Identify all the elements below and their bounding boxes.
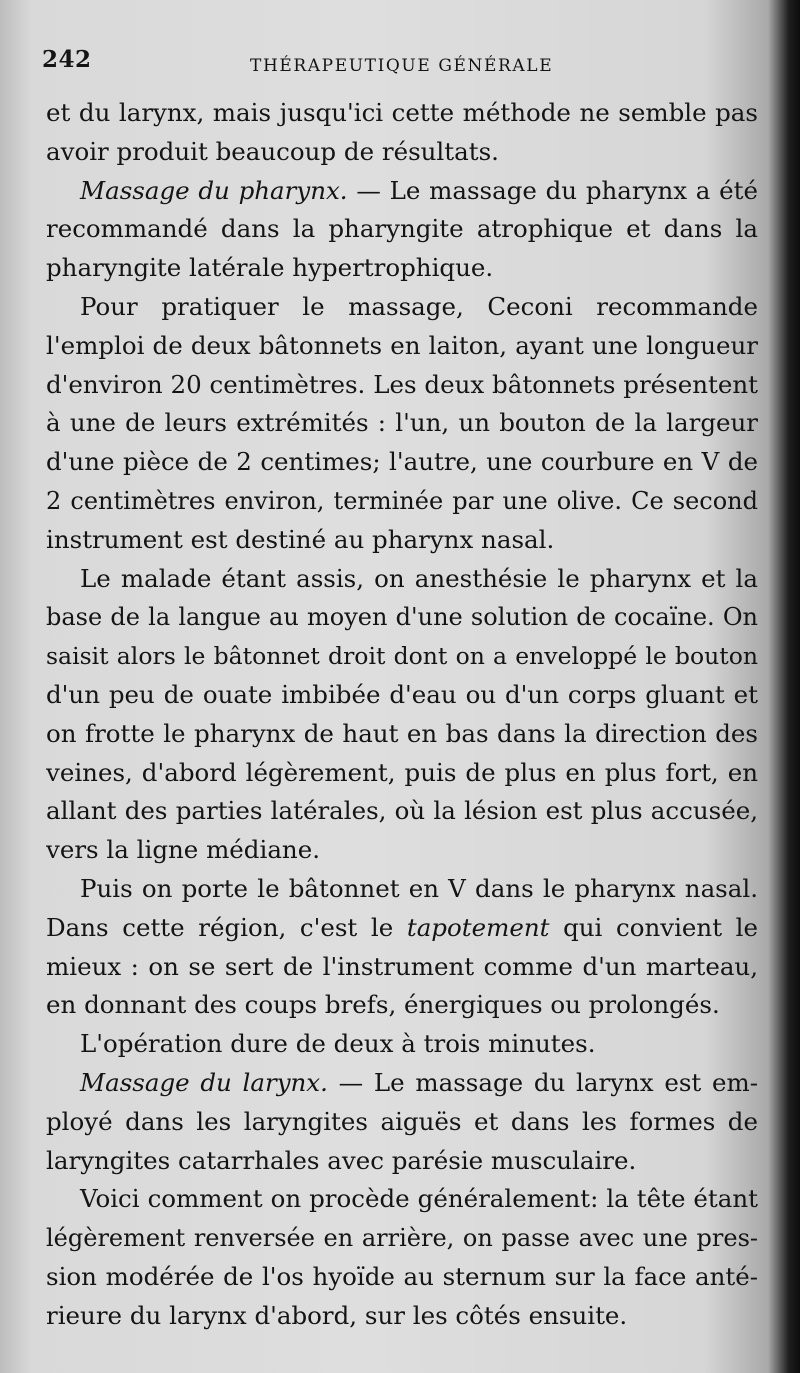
- section-heading-massage-larynx: Massage du larynx.: [80, 1067, 328, 1097]
- text-line: base de la langue au moyen d'une solution de cocaïne. On: [46, 603, 758, 632]
- text-line: recommandé dans la pharyngite atrophique et dans la: [46, 214, 758, 244]
- text-line: 2 centimètres environ, terminée par une olive. Ce second: [46, 486, 758, 515]
- text-line: Voici comment on procède généralement: la tête étant: [80, 1184, 758, 1214]
- section-heading-line: Massage du pharynx. — Le massage du pharynx a été: [80, 175, 758, 205]
- text-line: légèrement renversée en arrière, on passe avec une pres-: [46, 1224, 758, 1253]
- text-line: Dans cette région, c'est le tapotement qui convient le: [46, 912, 758, 942]
- text-line: d'une pièce de 2 centimes; l'autre, une courbure en V de: [46, 447, 758, 477]
- text-line: rieure du larynx d'abord, sur les côtés ensuite.: [46, 1300, 628, 1330]
- text-line: à une de leurs extrémités : l'un, un bouton de la largeur: [46, 408, 758, 438]
- text-line: saisit alors le bâtonnet droit dont on a enveloppé le bouton: [46, 642, 758, 671]
- text-line: sion modérée de l'os hyoïde au sternum sur la face anté-: [46, 1261, 758, 1291]
- section-heading-line: Massage du larynx. — Le massage du larynx est em-: [80, 1067, 758, 1097]
- text-line: veines, d'abord légèrement, puis de plus en plus fort, en: [46, 757, 758, 787]
- text-line: ployé dans les laryngites aiguës et dans les formes de: [46, 1106, 758, 1136]
- body-text: [46, 94, 758, 1336]
- text-line: mieux : on se sert de l'instrument comme d'un marteau,: [46, 951, 758, 981]
- text-line: Puis on porte le bâtonnet en V dans le pharynx nasal.: [80, 873, 758, 903]
- emphasis-tapotement: tapotement: [406, 912, 550, 942]
- text-line: l'emploi de deux bâtonnets en laiton, ayant une longueur: [46, 330, 758, 360]
- text-line: laryngites catarrhales avec parésie musculaire.: [46, 1145, 637, 1175]
- text-line: d'environ 20 centimètres. Les deux bâtonnets présentent: [46, 369, 758, 399]
- text-line: instrument est destiné au pharynx nasal.: [46, 524, 555, 554]
- text-line: on frotte le pharynx de haut en bas dans la direction des: [46, 718, 758, 748]
- page-number: 242: [42, 46, 92, 73]
- running-title: THÉRAPEUTIQUE GÉNÉRALE: [250, 56, 554, 76]
- text-line: en donnant des coups brefs, énergiques ou prolongés.: [46, 990, 720, 1020]
- text-line: d'un peu de ouate imbibée d'eau ou d'un corps gluant et: [46, 679, 758, 709]
- page-header: [42, 46, 582, 80]
- text-line: Le malade étant assis, on anesthésie le pharynx et la: [80, 563, 758, 593]
- text-line: allant des parties latérales, où la lésion est plus accusée,: [46, 796, 758, 826]
- text-line: et du larynx, mais jusqu'ici cette méthode ne semble pas: [46, 98, 758, 127]
- text-line: avoir produit beaucoup de résultats.: [46, 136, 499, 166]
- text-line: pharyngite latérale hypertrophique.: [46, 253, 494, 283]
- text-line: L'opération dure de deux à trois minutes.: [80, 1029, 596, 1059]
- text-line: Pour pratiquer le massage, Ceconi recommande: [80, 291, 758, 321]
- text-line: vers la ligne médiane.: [46, 835, 320, 865]
- section-heading-massage-pharynx: Massage du pharynx.: [80, 175, 348, 205]
